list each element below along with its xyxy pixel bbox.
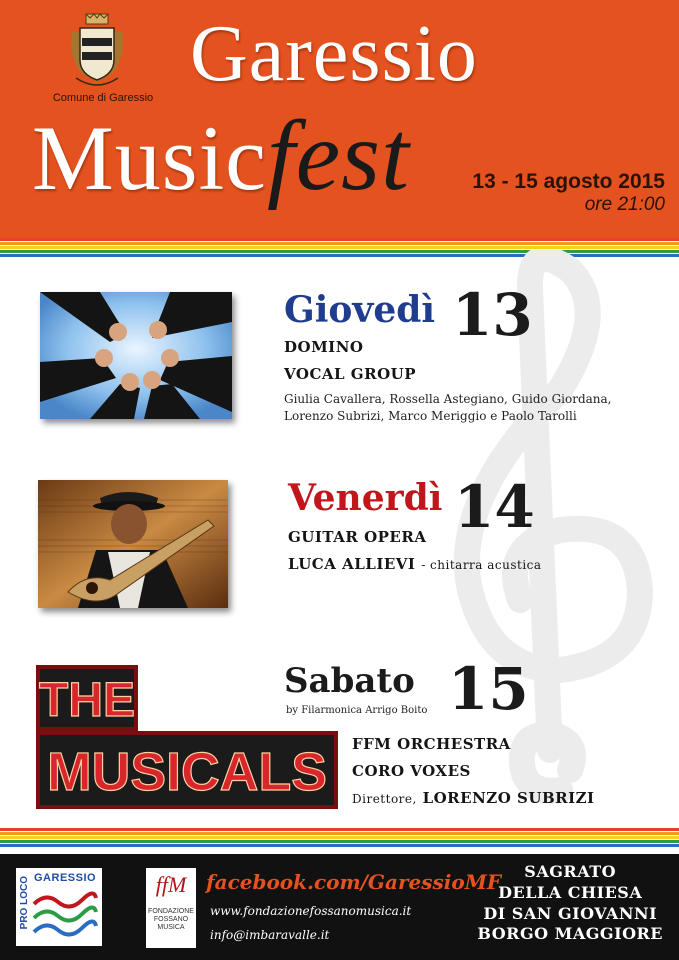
event3-date-number: 15 (448, 655, 529, 723)
treble-clef-watermark (410, 250, 670, 810)
event3-director (352, 789, 595, 807)
ffm-name-line2: FOSSANO (153, 916, 189, 924)
start-time: ore 21:00 (584, 194, 665, 216)
email-link[interactable]: info@imbaravalle.it (210, 928, 330, 942)
event2-day: Venerdì (288, 477, 443, 519)
pro-loco-waves-icon (32, 890, 98, 940)
ffm-name-line1: FONDAZIONE (148, 908, 194, 915)
sign-the-text: THE (39, 674, 135, 727)
pro-loco-title: GARESSIO (34, 872, 97, 884)
festival-title-line2 (32, 100, 410, 211)
venue-line4: BORGO MAGGIORE (477, 924, 663, 944)
venue-line3: DI SAN GIOVANNI (483, 903, 658, 923)
event3-organizer: by Filarmonica Arrigo Boito (286, 705, 428, 716)
luca-allievi-guitar-photo (38, 480, 228, 608)
event1-group-line2: VOCAL GROUP (284, 365, 416, 383)
facebook-link[interactable]: facebook.com/GaressioMF (206, 870, 502, 894)
rainbow-stripes-bottom (0, 828, 679, 850)
venue-line2: DELLA CHIESA (498, 882, 643, 902)
event1-day: Giovedì (284, 289, 436, 331)
coat-of-arms-icon (66, 12, 128, 90)
event1-group-line1: DOMINO (284, 338, 364, 356)
event1-members-line2: Lorenzo Subrizi, Marco Meriggio e Paolo Tarolli (284, 409, 577, 423)
pro-loco-side-text: PRO LOCO (19, 876, 30, 930)
comune-label: Comune di Garessio (52, 92, 154, 104)
director-name: LORENZO SUBRIZI (422, 789, 595, 807)
event2-performer (288, 555, 542, 573)
ffm-monogram: ffM (155, 872, 187, 897)
ffm-name-line3: MUSICA (157, 924, 185, 932)
pro-loco-logo (16, 868, 102, 946)
festival-dates (472, 170, 665, 216)
event2-date-number: 14 (454, 473, 535, 541)
performer-instrument: - chitarra acustica (421, 558, 542, 572)
ffm-name (146, 908, 196, 932)
website-link[interactable]: www.fondazionefossanomusica.it (210, 904, 412, 918)
header-banner (0, 0, 679, 238)
event3-day: Sabato (284, 661, 415, 701)
event1-members-line1: Giulia Cavallera, Rossella Astegiano, Guido Giordana, (284, 392, 612, 406)
title-music: Music (32, 107, 267, 209)
date-range: 13 - 15 agosto 2015 (472, 170, 665, 193)
director-label: Direttore, (352, 792, 417, 806)
venue-address (477, 862, 663, 945)
footer (0, 854, 679, 960)
domino-vocal-group-photo (40, 292, 232, 419)
event3-choir: CORO VOXES (352, 762, 471, 780)
sign-musicals-text: MUSICALS (47, 742, 327, 802)
fondazione-fossano-logo (146, 868, 196, 948)
event2-show-title: GUITAR OPERA (288, 528, 427, 546)
festival-title-line1: Garessio (190, 10, 478, 98)
performer-name: LUCA ALLIEVI (288, 555, 416, 573)
event3-orchestra: FFM ORCHESTRA (352, 735, 511, 753)
event1-date-number: 13 (452, 281, 533, 349)
venue-line1: SAGRATO (524, 862, 617, 881)
title-fest: fest (267, 100, 410, 211)
